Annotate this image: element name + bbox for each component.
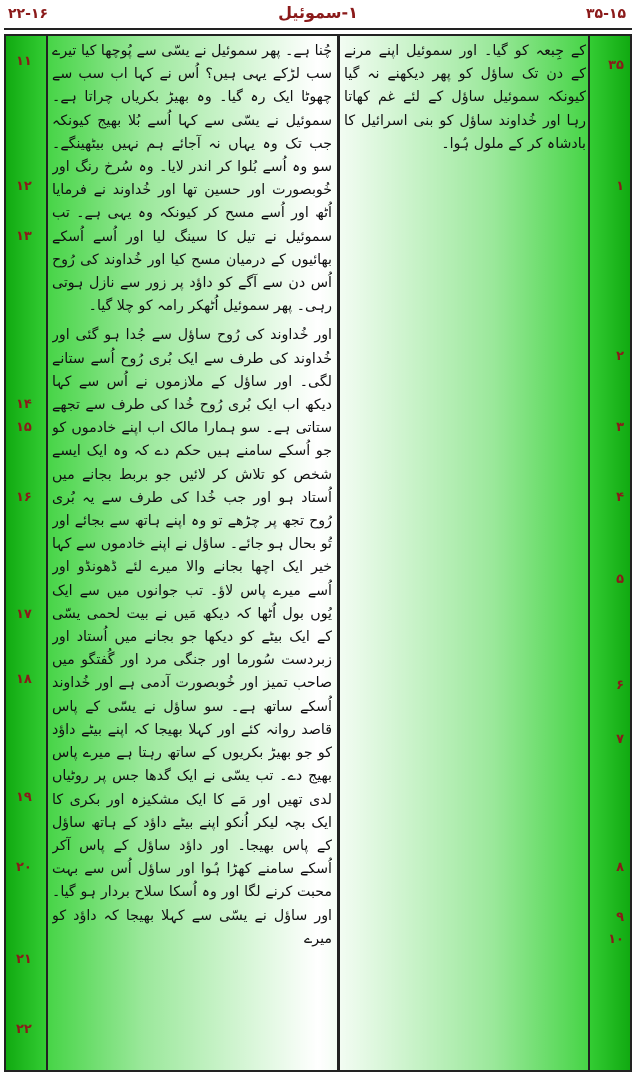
right-verse-number: ۵ (616, 572, 624, 587)
left-paragraph: اور خُداوند کی رُوح ساؤل سے جُدا ہو گئی اور خُداوند کی طرف سے ایک بُری رُوح اُسے ستانے لگی۔ اور ساؤل کے ملازموں نے اُس سے کہا دیکھ اب ایک بُری رُوح خُدا کی طرف سے تجھے ستاتی ہے۔ سو ہمارا مالک اب اپنے خادموں کو جو اُسکے سامنے ہیں حکم دے کہ وہ ایک ایسے شخص کو تلاش کر لائیں جو بربط بجانے میں اُستاد ہو اور جب خُدا کی طرف سے یہ بُری رُوح تجھ پر چڑھے تو وہ اپنے ہاتھ سے بجائے اور تُو بحال ہو جائے۔ ساؤل نے اپنے خادموں سے کہا خیر ایک اچھا بجانے والا میرے لئے ڈھونڈو اور اُسے میرے پاس لاؤ۔ تب جوانوں میں سے ایک یُوں بول اُٹھا کہ دیکھ مَیں نے بیت لحمی یسّی کے ایک بیٹے کو دیکھا جو بجانے میں اُستاد اور زبردست سُورما اور جنگی مرد اور گُفتگو میں صاحب تمیز اور خُوبصورت آدمی ہے اور خُداوند اُسکے ساتھ ہے۔ سو ساؤل نے یسّی کے پاس قاصد روانہ کئے اور کہلا بھیجا کہ اپنے بیٹے داؤد کو جو بھیڑ بکریوں کے ساتھ رہتا ہے میرے پاس بھیج دے۔ تب یسّی نے ایک گدھا جس پر روٹیاں لدی تھیں اور مَے کا ایک مشکیزہ اور بکری کا ایک بچہ لیکر اُنکو اپنے بیٹے داؤد کے ہاتھ ساؤل کے پاس بھیجا۔ اور داؤد ساؤل کے پاس آکر اُسکے سامنے کھڑا ہُوا اور ساؤل اُس سے بہت محبت کرنے لگا اور وہ اُسکا سلاح بردار ہو گیا۔ اور ساؤل نے یسّی سے کہلا بھیجا کہ داؤد کو میرے (52, 327, 332, 947)
header-rule (4, 28, 632, 30)
right-verse-number: ۴ (616, 490, 624, 505)
left-verse-number: ۱۲ (16, 179, 32, 194)
right-verse-number: ۸ (616, 860, 624, 875)
right-verse-number: ۶ (616, 678, 624, 693)
page-header (0, 0, 636, 30)
left-verse-number: ۱۴ (16, 397, 32, 412)
header-verse-range-right: ۳۵-۱۵ (586, 6, 626, 22)
right-paragraph: کے جِبعہ کو گیا۔ اور سموئیل اپنے مرنے کے دن تک ساؤل کو پھر دیکھنے نہ گیا کیونکہ سموئیل ساؤل کے لئے غم کھاتا رہا اور خُداوند ساؤل کو بنی اسرائیل کا بادشاہ کر کے ملول ہُوا۔ (344, 43, 586, 152)
column-divider (337, 36, 340, 1070)
left-text-column (52, 40, 332, 1066)
left-verse-number: ۱۱ (16, 54, 32, 69)
right-verse-number: ۹ (616, 910, 624, 925)
left-verse-number: ۱۳ (16, 229, 32, 244)
right-verse-number: ۳۵ (608, 58, 624, 73)
left-verse-number: ۲۲ (16, 1022, 32, 1037)
left-verse-number: ۱۶ (16, 490, 32, 505)
left-verse-number: ۱۹ (16, 790, 32, 805)
right-verse-number: ۲ (616, 349, 624, 364)
left-paragraph: چُنا ہے۔ پھر سموئیل نے یسّی سے پُوچھا کیا تیرے سب لڑکے یہی ہیں؟ اُس نے کہا اب سب سے چھوٹا ایک رہ گیا۔ وہ بھیڑ بکریاں چراتا ہے۔ سموئیل نے یسّی سے کہا اُسے بُلا بھیج کیونکہ جب تک وہ یہاں نہ آجائے ہم نہیں بیٹھینگے۔ سو وہ اُسے بُلوا کر اندر لایا۔ وہ سُرخ رنگ اور خُوبصورت اور حسین تھا اور خُداوند نے فرمایا اُٹھ اور اُسے مسح کر کیونکہ وہ یہی ہے۔ تب سموئیل نے تیل کا سینگ لیا اور اُسے اُسکے بھائیوں کے درمیان مسح کیا اور خُداوند کی رُوح اُس دن سے آگے کو داؤد پر زور سے نازل ہوتی رہی۔ پھر سموئیل اُٹھکر رامہ کو چلا گیا۔ (52, 43, 332, 315)
right-text-column (344, 40, 586, 1066)
left-verse-number: ۱۷ (16, 607, 32, 622)
header-book-title: ۱-سموئیل (278, 3, 358, 22)
header-verse-range-left: ۲۲-۱۶ (8, 6, 48, 22)
left-verse-number: ۲۰ (16, 860, 32, 875)
left-verse-number: ۱۸ (16, 672, 32, 687)
right-verse-number: ۳ (616, 420, 624, 435)
right-verse-number: ۱۰ (608, 932, 624, 947)
page-frame (4, 34, 632, 1072)
right-verse-number: ۷ (616, 732, 624, 747)
right-verse-number: ۱ (616, 179, 624, 194)
left-verse-number: ۲۱ (16, 952, 32, 967)
left-verse-number: ۱۵ (16, 420, 32, 435)
